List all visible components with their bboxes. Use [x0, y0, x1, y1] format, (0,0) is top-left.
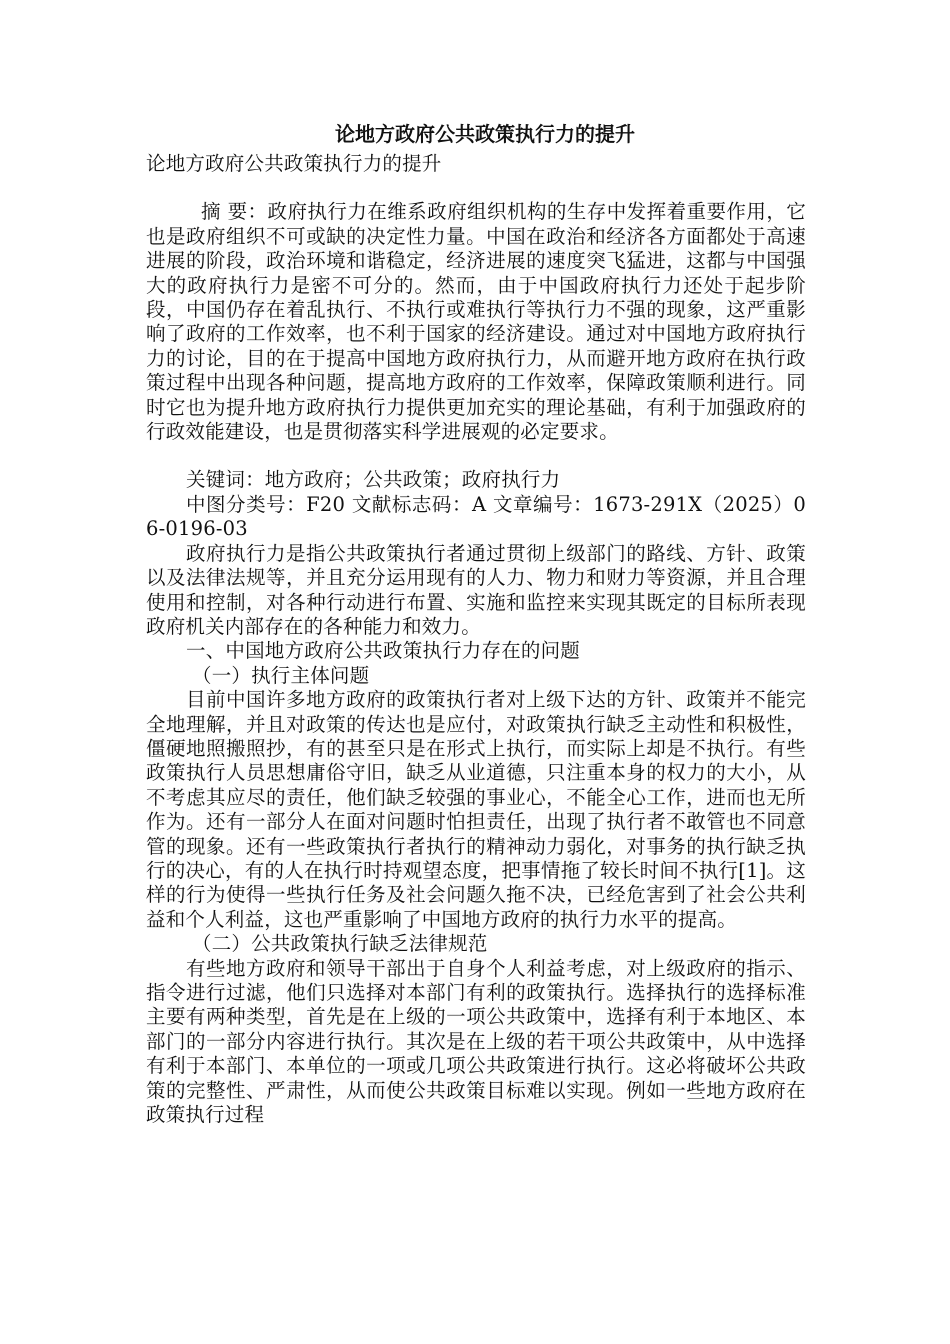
intro-paragraph: 政府执行力是指公共政策执行者通过贯彻上级部门的路线、方针、政策以及法律法规等，并且充分运用现有的人力、物力和财力等资源，并且合理使用和控制，对各种行动进行布置、实施和监控来实现其既定的目标所表现政府机关内部存在的各种能力和效力。: [146, 541, 806, 638]
body-paragraph: 有些地方政府和领导干部出于自身个人利益考虑，对上级政府的指示、指令进行过滤，他们只选择对本部门有利的政策执行。选择执行的选择标准主要有两种类型，首先是在上级的一项公共政策中，选择有利于本地区、本部门的一部分内容进行执行。其次是在上级的若干项公共政策中，从中选择有利于本部门、本单位的一项或几项公共政策进行执行。这必将破坏公共政策的完整性、严肃性，从而使公共政策目标难以实现。例如一些地方政府在政策执行过程: [146, 956, 806, 1127]
section-heading: 一、中国地方政府公共政策执行力存在的问题: [186, 639, 581, 663]
subsection-heading: （一）执行主体问题: [192, 663, 370, 687]
subsection-heading: （二）公共政策执行缺乏法律规范: [192, 932, 488, 956]
keywords-line: 关键词：地方政府；公共政策；政府执行力: [186, 468, 561, 492]
classification-line: 中图分类号：F20 文献标志码：A 文章编号：1673-291X（2025）06-0196-03: [146, 492, 806, 541]
document-subtitle: 论地方政府公共政策执行力的提升: [146, 152, 442, 175]
body-paragraph: 目前中国许多地方政府的政策执行者对上级下达的方针、政策并不能完全地理解，并且对政策的传达也是应付，对政策执行缺乏主动性和积极性，僵硬地照搬照抄，有的甚至只是在形式上执行，而实际上却是不执行。有些政策执行人员思想庸俗守旧，缺乏从业道德，只注重本身的权力的大小，从不考虑其应尽的责任，他们缺乏较强的事业心，不能全心工作，进而也无所作为。还有一部分人在面对问题时怕担责任，出现了执行者不敢管也不同意管的现象。还有一些政策执行者执行的精神动力弱化，对事务的执行缺乏执行的决心，有的人在执行时持观望态度，把事情拖了较长时间不执行[1]。这样的行为使得一些执行任务及社会问题久拖不决，已经危害到了社会公共利益和个人利益，这也严重影响了中国地方政府的执行力水平的提高。: [146, 688, 806, 931]
document-title: 论地方政府公共政策执行力的提升: [335, 122, 635, 146]
document-page: [146, 120, 806, 1127]
abstract-paragraph: 摘 要：政府执行力在维系政府组织机构的生存中发挥着重要作用，它也是政府组织不可或缺的决定性力量。中国在政治和经济各方面都处于高速进展的阶段，政治环境和谐稳定，经济进展的速度突飞猛进，这都与中国强大的政府执行力是密不可分的。然而，由于中国政府执行力还处于起步阶段，中国仍存在着乱执行、不执行或难执行等执行力不强的现象，这严重影响了政府的工作效率，也不利于国家的经济建设。通过对中国地方政府执行力的讨论，目的在于提高中国地方政府执行力，从而避开地方政府在执行政策过程中出现各种问题，提高地方政府的工作效率，保障政策顺利进行。同时它也为提升地方政府执行力提供更加充实的理论基础，有利于加强政府的行政效能建设，也是贯彻落实科学进展观的必定要求。: [146, 200, 806, 444]
